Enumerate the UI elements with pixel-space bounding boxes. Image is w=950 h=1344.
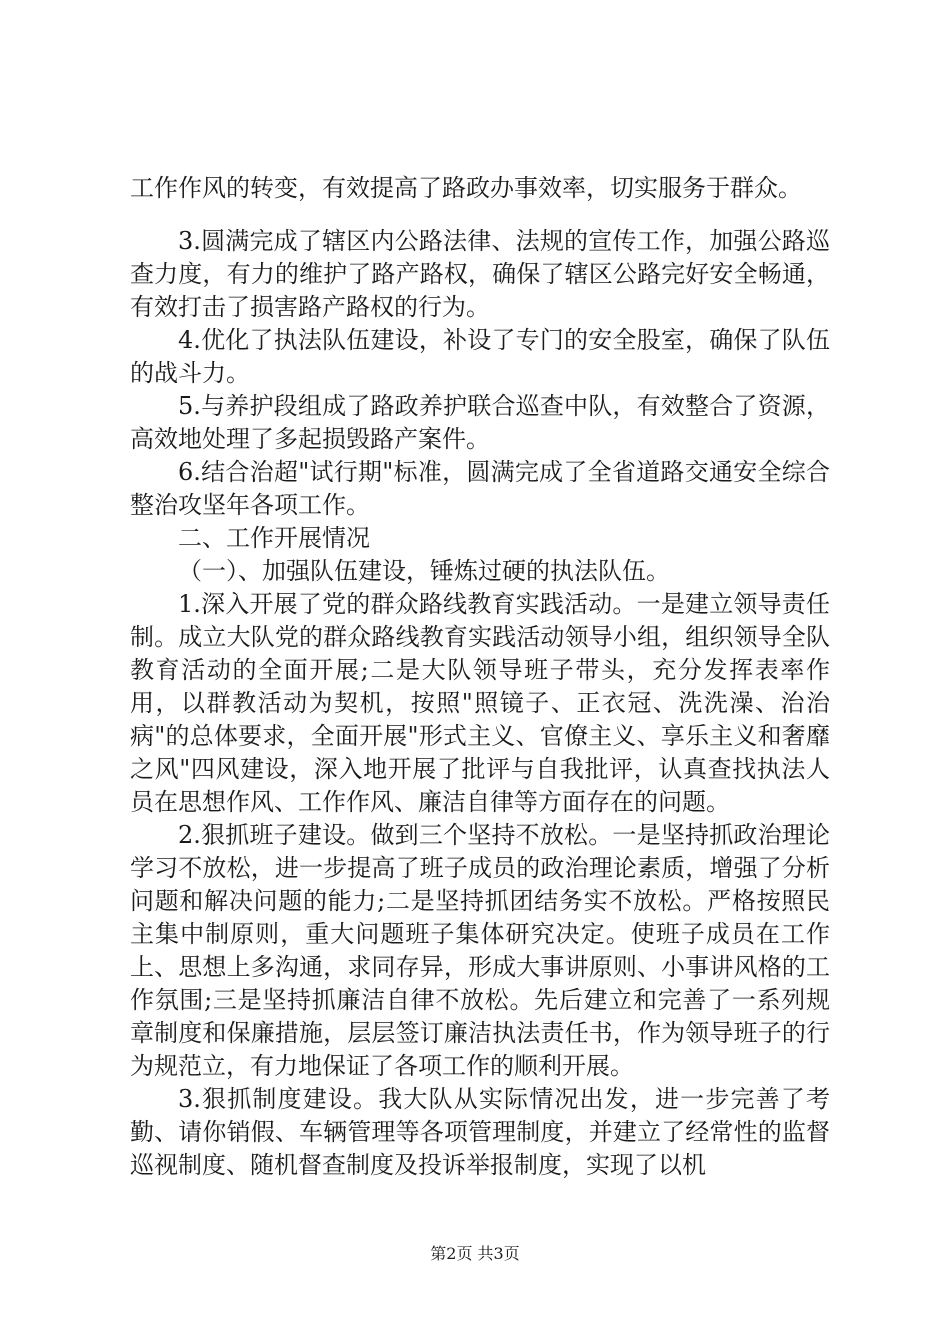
paragraph-2: 3.圆满完成了辖区内公路法律、法规的宣传工作，加强公路巡查力度，有力的维护了路产路权，确保了辖区公路完好安全畅通，有效打击了损害路产路权的行为。	[130, 227, 830, 321]
page-footer: 第2页 共3页	[430, 1244, 520, 1263]
document-body	[130, 172, 830, 1182]
paragraph-1: 工作作风的转变，有效提高了路政办事效率，切实服务于群众。	[130, 174, 802, 202]
paragraph-3: 4.优化了执法队伍建设，补设了专门的安全股室，确保了队伍的战斗力。	[130, 326, 830, 387]
paragraph-5: 6.结合治超"试行期"标准，圆满完成了全省道路交通安全综合整治攻坚年各项工作。	[130, 458, 830, 519]
paragraph-4: 5.与养护段组成了路政养护联合巡查中队，有效整合了资源，高效地处理了多起损毁路产案件。	[130, 392, 830, 453]
subsection-heading: （一）、加强队伍建设，锤炼过硬的执法队伍。	[178, 557, 670, 585]
paragraph-7: 2.狠抓班子建设。做到三个坚持不放松。一是坚持抓政治理论学习不放松，进一步提高了班子成员的政治理论素质，增强了分析问题和解决问题的能力;二是坚持抓团结务实不放松。严格按照民主集中制原则，重大问题班子集体研究决定。使班子成员在工作上、思想上多沟通，求同存异，形成大事讲原则、小事讲风格的工作氛围;三是坚持抓廉洁自律不放松。先后建立和完善了一系列规章制度和保廉措施，层层签订廉洁执法责任书，作为领导班子的行为规范立，有力地保证了各项工作的顺利开展。	[130, 821, 830, 1080]
paragraph-8: 3.狠抓制度建设。我大队从实际情况出发，进一步完善了考勤、请你销假、车辆管理等各项管理制度，并建立了经常性的监督巡视制度、随机督查制度及投诉举报制度，实现了以机	[130, 1085, 830, 1179]
paragraph-6: 1.深入开展了党的群众路线教育实践活动。一是建立领导责任制。成立大队党的群众路线教育实践活动领导小组，组织领导全队教育活动的全面开展;二是大队领导班子带头，充分发挥表率作用，以群教活动为契机，按照"照镜子、正衣冠、洗洗澡、治治病"的总体要求，全面开展"形式主义、官僚主义、享乐主义和奢靡之风"四风建设，深入地开展了批评与自我批评，认真查找执法人员在思想作风、工作作风、廉洁自律等方面存在的问题。	[130, 590, 830, 816]
section-heading: 二、工作开展情况	[178, 524, 370, 552]
